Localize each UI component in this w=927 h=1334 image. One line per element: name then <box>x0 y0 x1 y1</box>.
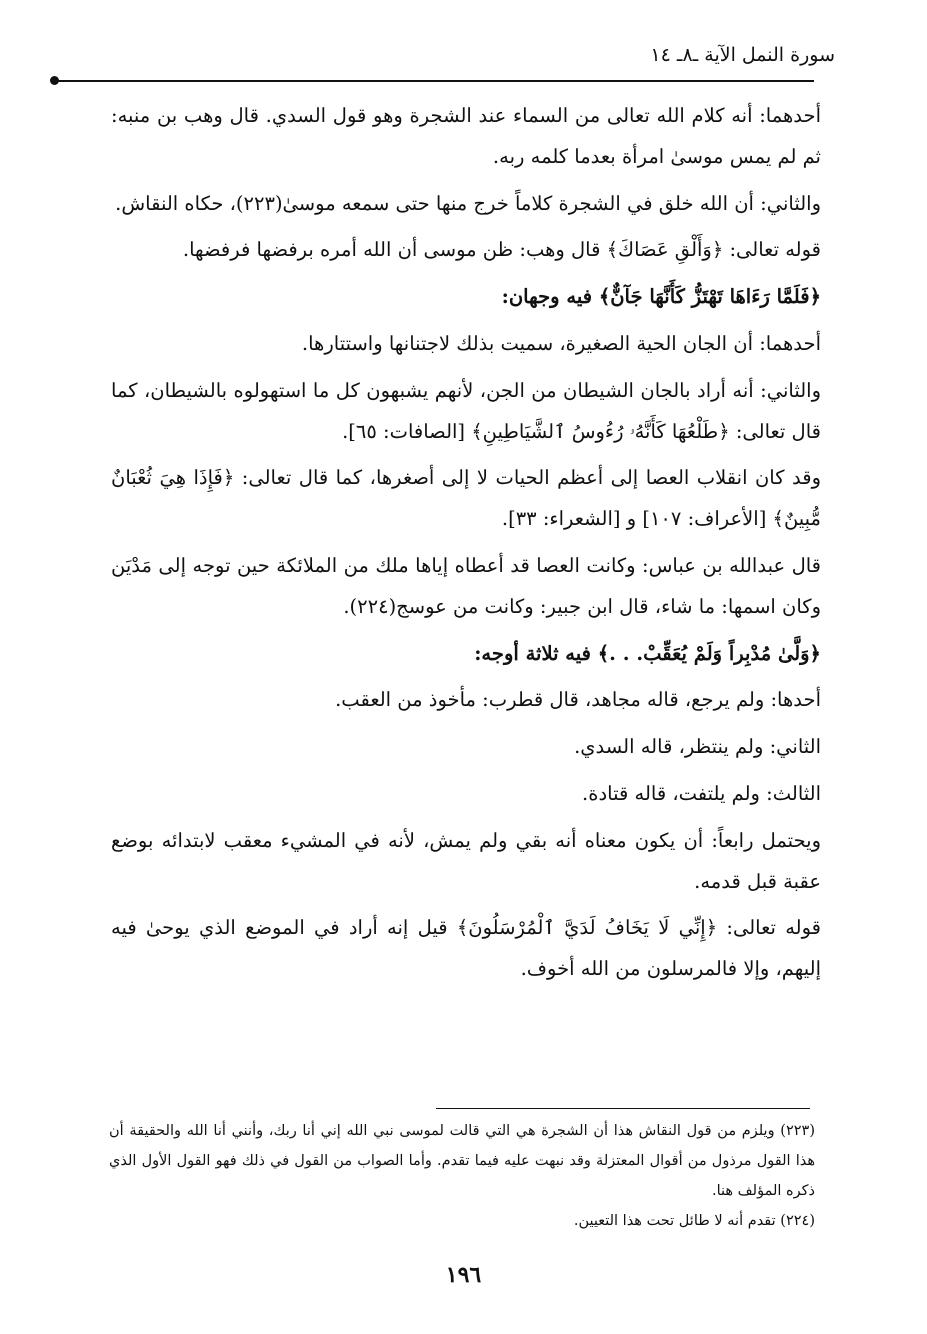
footnote: (٢٢٤) تقدم أنه لا طائل تحت هذا التعيين. <box>573 1213 815 1229</box>
paragraph: والثاني: أن الله خلق في الشجرة كلاماً خرج منها حتى سمعه موسىٰ(٢٢٣)، حكاه النقاش. <box>115 191 821 215</box>
paragraph: الثالث: ولم يلتفت، قاله قتادة. <box>582 781 821 805</box>
footnote-rule <box>436 1108 810 1109</box>
paragraph: أحدهما: أن الجان الحية الصغيرة، سميت بذلك لاجتنانها واستتارها. <box>301 331 821 355</box>
footnotes <box>109 1116 815 1236</box>
header-rule-ornament <box>50 76 59 85</box>
running-head: سورة النمل الآية ـ٨ـ ١٤ <box>650 44 835 66</box>
main-text <box>111 96 821 996</box>
footnote: (٢٢٣) ويلزم من قول النقاش هذا أن الشجرة هي التي قالت لموسى نبي الله إني أنا ربك، وأنني أنا الله والحقيقة أن هذا القول مرذول من أقوال المعتزلة وقد نبهت عليه فيما تقدم. وأما الصواب من القول في ذلك فهو القول الأول الذي ذكره المؤلف هنا. <box>109 1123 815 1199</box>
paragraph: أحدهما: أنه كلام الله تعالى من السماء عند الشجرة وهو قول السدي. قال وهب بن منبه: ثم لم يمس موسىٰ امرأة بعدما كلمه ربه. <box>111 104 821 168</box>
paragraph: أحدها: ولم يرجع، قاله مجاهد، قال قطرب: مأخوذ من العقب. <box>335 688 821 712</box>
paragraph: قوله تعالى: ﴿وَأَلْقِ عَصَاكَ﴾ قال وهب: ظن موسى أن الله أمره برفضها فرفضها. <box>182 238 821 262</box>
quran-verse-heading: ﴿وَلَّىٰ مُدْبِراً وَلَمْ يُعَقِّبْ. . .﴾ فيه ثلاثة أوجه: <box>474 641 821 665</box>
paragraph: قال عبدالله بن عباس: وكانت العصا قد أعطاه إياها ملك من الملائكة حين توجه إلى مَدْيَن وكان اسمها: ما شاء، قال ابن جبير: وكانت من عوسج(٢٢٤). <box>111 553 821 618</box>
paragraph: وقد كان انقلاب العصا إلى أعظم الحيات لا إلى أصغرها، كما قال تعالى: ﴿فَإِذَا هِيَ ثُعْبَانٌ مُّبِينٌ﴾ [الأعراف: ١٠٧] و [الشعراء: ٣٣]. <box>111 466 821 531</box>
header-rule <box>56 80 814 82</box>
paragraph: قوله تعالى: ﴿إِنِّي لَا يَخَافُ لَدَيَّ ٱلْمُرْسَلُونَ﴾ قيل إنه أراد في الموضع الذي يوحىٰ فيه إليهم، وإلا فالمرسلون من الله أخوف. <box>111 916 821 981</box>
paragraph: الثاني: ولم ينتظر، قاله السدي. <box>574 735 821 759</box>
quran-verse-heading: ﴿فَلَمَّا رَءَاهَا تَهْتَزُّ كَأَنَّهَا جَآنٌّ﴾ فيه وجهان: <box>501 285 821 309</box>
paragraph: والثاني: أنه أراد بالجان الشيطان من الجن، لأنهم يشبهون كل ما استهولوه بالشيطان، كما قال تعالى: ﴿طَلْعُهَا كَأَنَّهُۥ رُءُوسُ ٱلشَّيَاطِينِ﴾ [الصافات: ٦٥]. <box>111 378 821 443</box>
page-number: ١٩٦ <box>445 1262 482 1288</box>
paragraph: ويحتمل رابعاً: أن يكون معناه أنه بقي ولم يمش، لأنه في المشيء معقب لابتدائه بوضع عقبة قبل قدمه. <box>111 828 821 893</box>
